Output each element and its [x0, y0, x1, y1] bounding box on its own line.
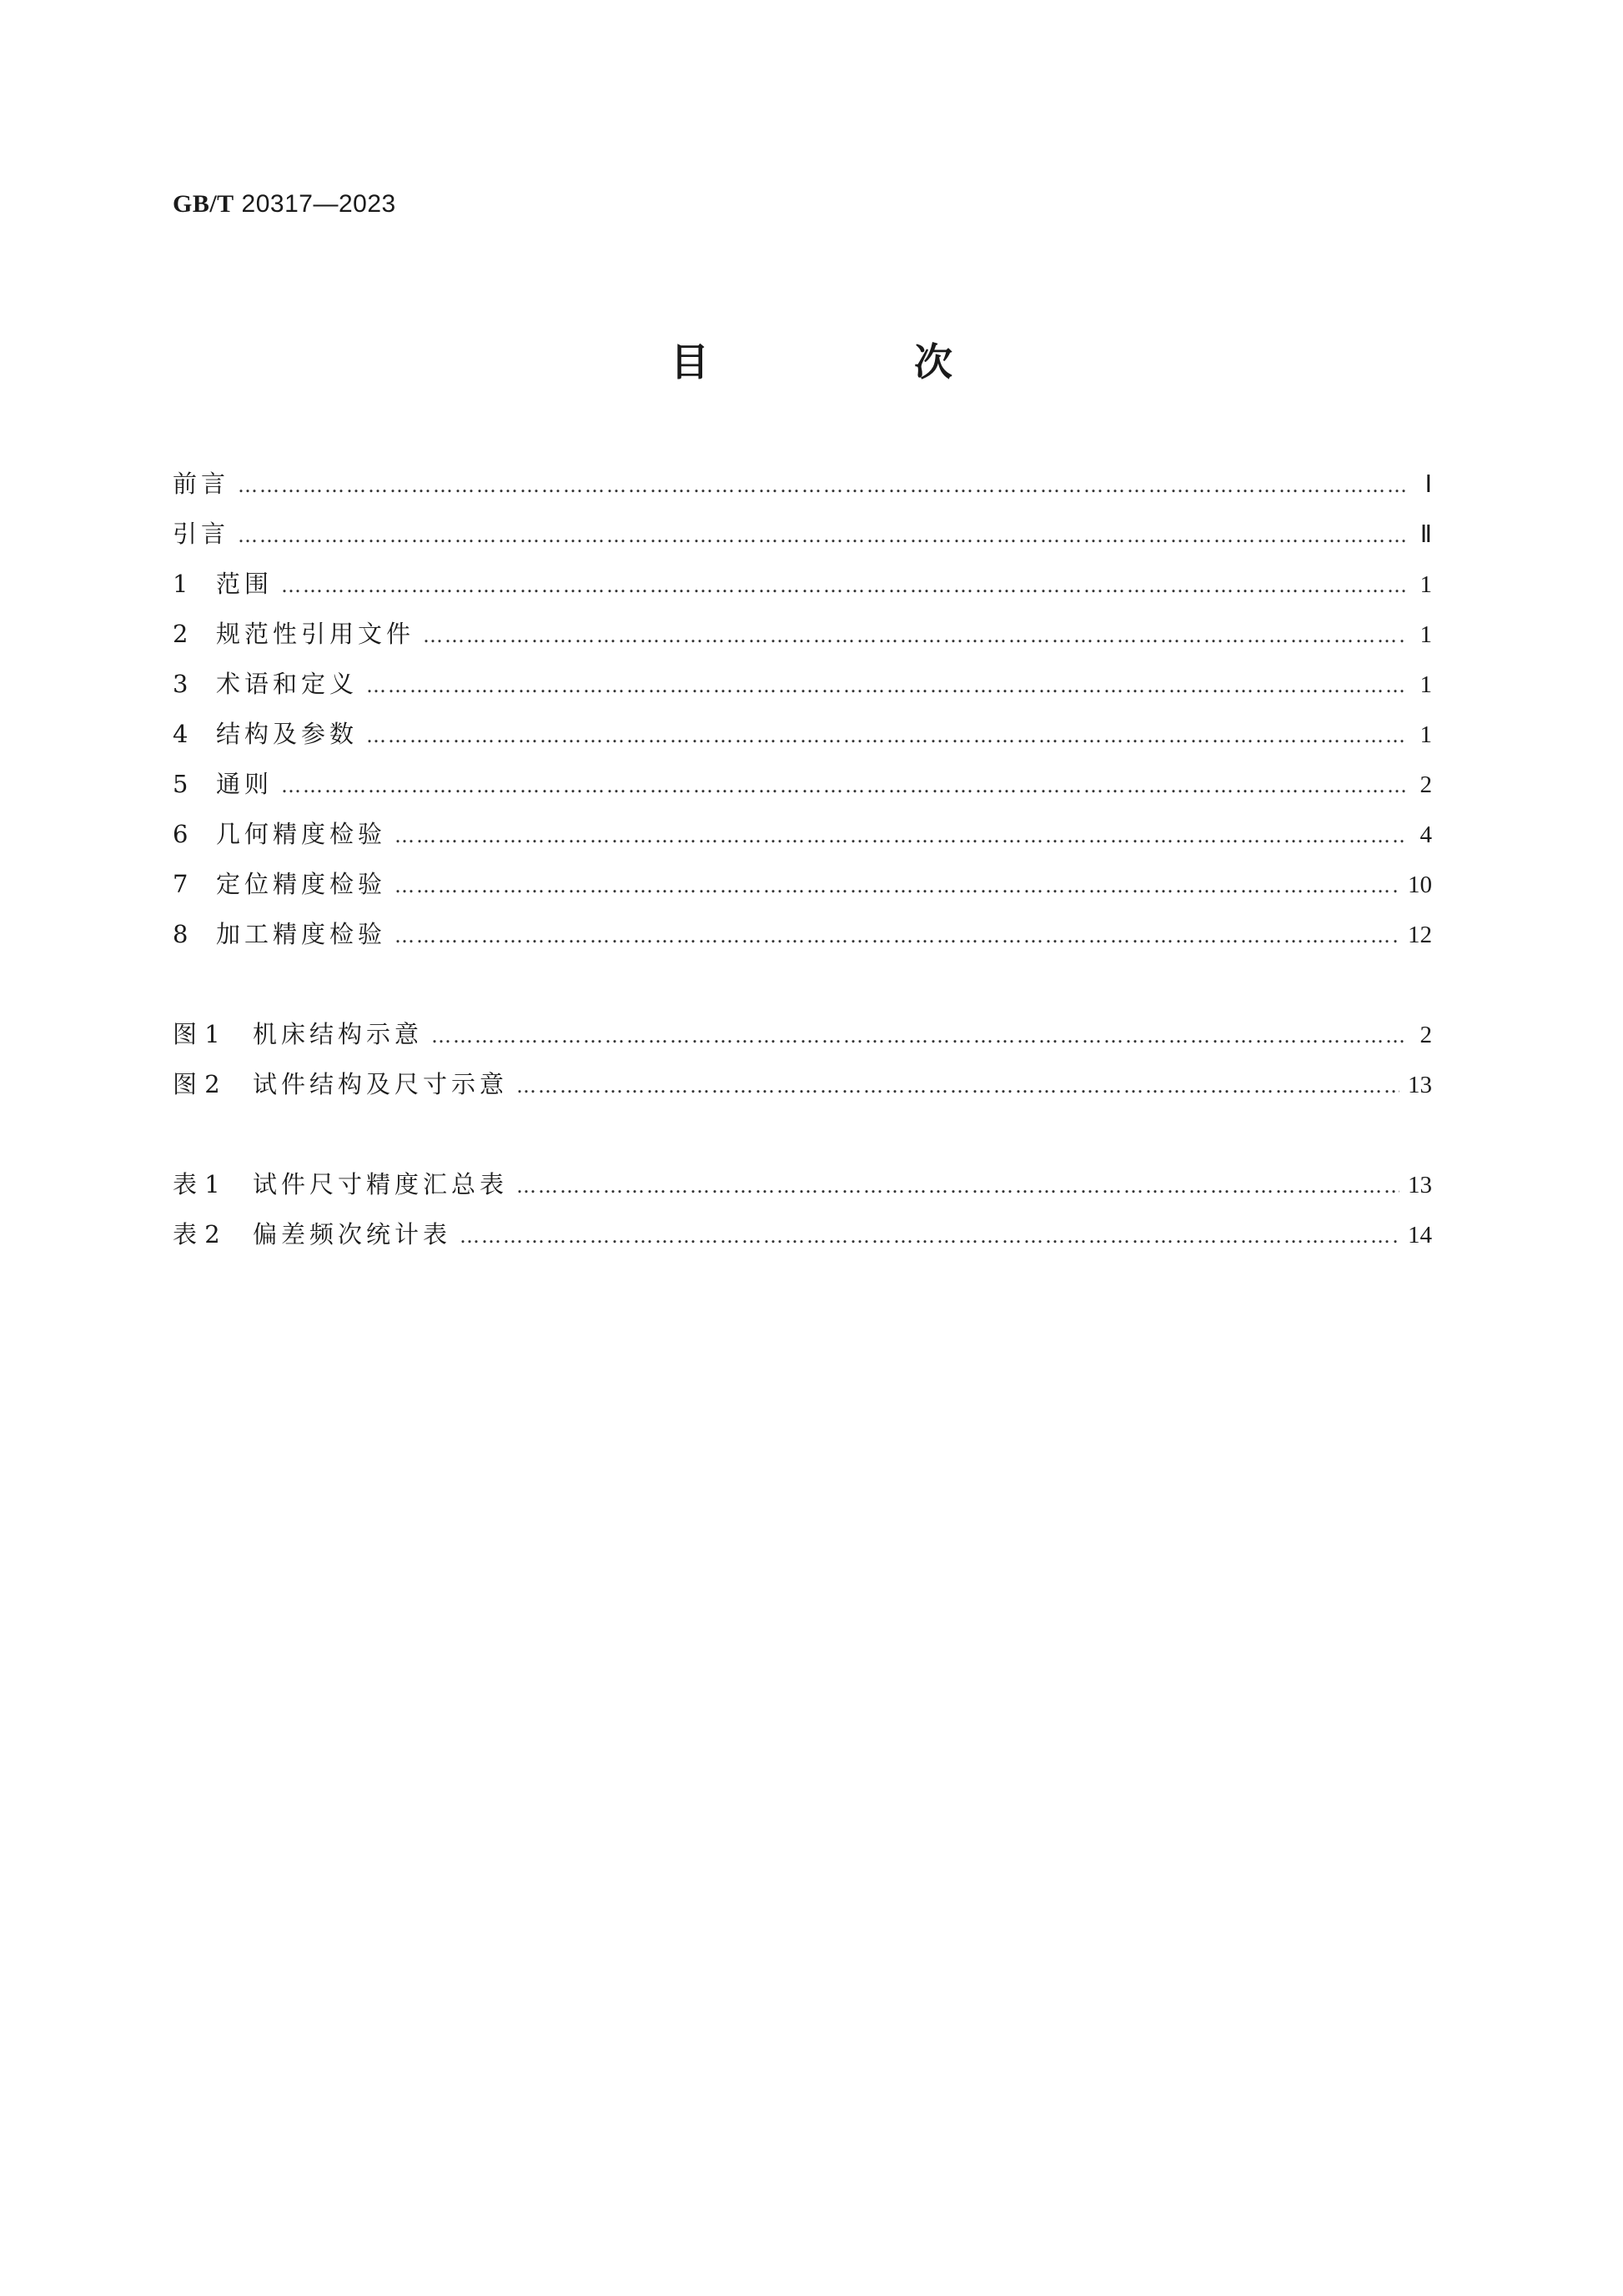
- toc-entry-label: 引言: [173, 520, 230, 548]
- toc-entry-page: 1: [1419, 621, 1432, 648]
- toc-entry-page: 4: [1419, 821, 1432, 848]
- toc-leader-dots: [281, 769, 1405, 802]
- toc-entry-page: 1: [1419, 671, 1432, 698]
- toc-entry-number: 1: [173, 570, 188, 598]
- toc-entry-page: 2: [1419, 771, 1432, 798]
- toc-entry-page: 13: [1408, 1172, 1432, 1198]
- toc-entry-section-7[interactable]: [173, 867, 1432, 901]
- standard-code: [173, 190, 396, 219]
- toc-entry-table-1[interactable]: [173, 1168, 1432, 1201]
- toc-entry-section-8[interactable]: [173, 917, 1432, 951]
- toc-entry-label: 通则: [216, 770, 274, 798]
- toc-entry-page: 14: [1408, 1222, 1432, 1248]
- toc-entry-page: Ⅰ: [1425, 471, 1432, 498]
- toc-entry-number: 6: [173, 820, 188, 848]
- toc-entry-number: 2: [173, 620, 188, 648]
- toc-entry-figure-2[interactable]: [173, 1068, 1432, 1101]
- toc-entry-section-4[interactable]: [173, 717, 1432, 751]
- toc-entry-section-6[interactable]: [173, 817, 1432, 851]
- toc-entry-number: 4: [173, 720, 188, 748]
- toc-entry-number: 图 2: [173, 1070, 220, 1098]
- toc-entry-label: 加工精度检验: [216, 920, 387, 948]
- toc-leader-dots: [516, 1169, 1399, 1203]
- toc-entry-section-1[interactable]: [173, 567, 1432, 600]
- toc-entry-number: 表 1: [173, 1170, 220, 1198]
- standard-prefix: GB/T: [173, 190, 234, 218]
- toc-entry-label: 范围: [216, 570, 274, 598]
- toc-leader-dots: [281, 569, 1405, 602]
- toc-entry-label: 定位精度检验: [216, 870, 387, 898]
- toc-entry-page: 12: [1408, 922, 1432, 948]
- toc-leader-dots: [394, 819, 1405, 852]
- toc-entry-foreword[interactable]: [173, 467, 1432, 500]
- toc-entry-section-5[interactable]: [173, 767, 1432, 801]
- toc-entry-label: 术语和定义: [216, 670, 359, 698]
- toc-entry-number: 8: [173, 920, 188, 948]
- toc-leader-dots: [394, 919, 1399, 952]
- toc-entry-page: 1: [1419, 571, 1432, 598]
- toc-entry-number: 7: [173, 870, 188, 898]
- toc-entry-number: 图 1: [173, 1020, 220, 1048]
- toc-entry-page: 10: [1408, 872, 1432, 898]
- toc-entry-table-2[interactable]: [173, 1218, 1432, 1251]
- toc-entry-label: 试件尺寸精度汇总表: [253, 1170, 509, 1198]
- toc-entry-label: 机床结构示意: [253, 1020, 424, 1048]
- toc-leader-dots: [516, 1069, 1399, 1103]
- toc-leader-dots: [366, 669, 1405, 702]
- toc-leader-dots: [366, 719, 1405, 752]
- toc-entry-label: 几何精度检验: [216, 820, 387, 848]
- toc-entry-number: 表 2: [173, 1220, 220, 1248]
- toc-entry-number: 3: [173, 670, 188, 698]
- toc-leader-dots: [460, 1219, 1399, 1253]
- toc-title: 目 次: [671, 339, 1036, 384]
- toc-entry-page: 13: [1408, 1072, 1432, 1098]
- toc-entry-label: 规范性引用文件: [216, 620, 415, 648]
- toc-entry-section-3[interactable]: [173, 667, 1432, 701]
- toc-leader-dots: [431, 1019, 1405, 1053]
- toc-entry-introduction[interactable]: [173, 517, 1432, 550]
- toc-leader-dots: [423, 619, 1405, 652]
- toc-entry-section-2[interactable]: [173, 617, 1432, 651]
- toc-entry-label: 偏差频次统计表: [253, 1220, 452, 1248]
- toc-entry-number: 5: [173, 770, 188, 798]
- toc-entry-label: 前言: [173, 470, 230, 498]
- toc-entry-label: 结构及参数: [216, 720, 359, 748]
- toc-entry-page: 2: [1419, 1022, 1432, 1048]
- toc-entry-label: 试件结构及尺寸示意: [253, 1070, 509, 1098]
- toc-leader-dots: [238, 519, 1405, 552]
- toc-entry-page: 1: [1419, 721, 1432, 748]
- toc-entry-page: Ⅱ: [1419, 521, 1432, 548]
- standard-number: 20317—2023: [241, 190, 396, 218]
- toc-leader-dots: [238, 469, 1405, 502]
- toc-entry-figure-1[interactable]: [173, 1017, 1432, 1051]
- toc-leader-dots: [394, 869, 1399, 902]
